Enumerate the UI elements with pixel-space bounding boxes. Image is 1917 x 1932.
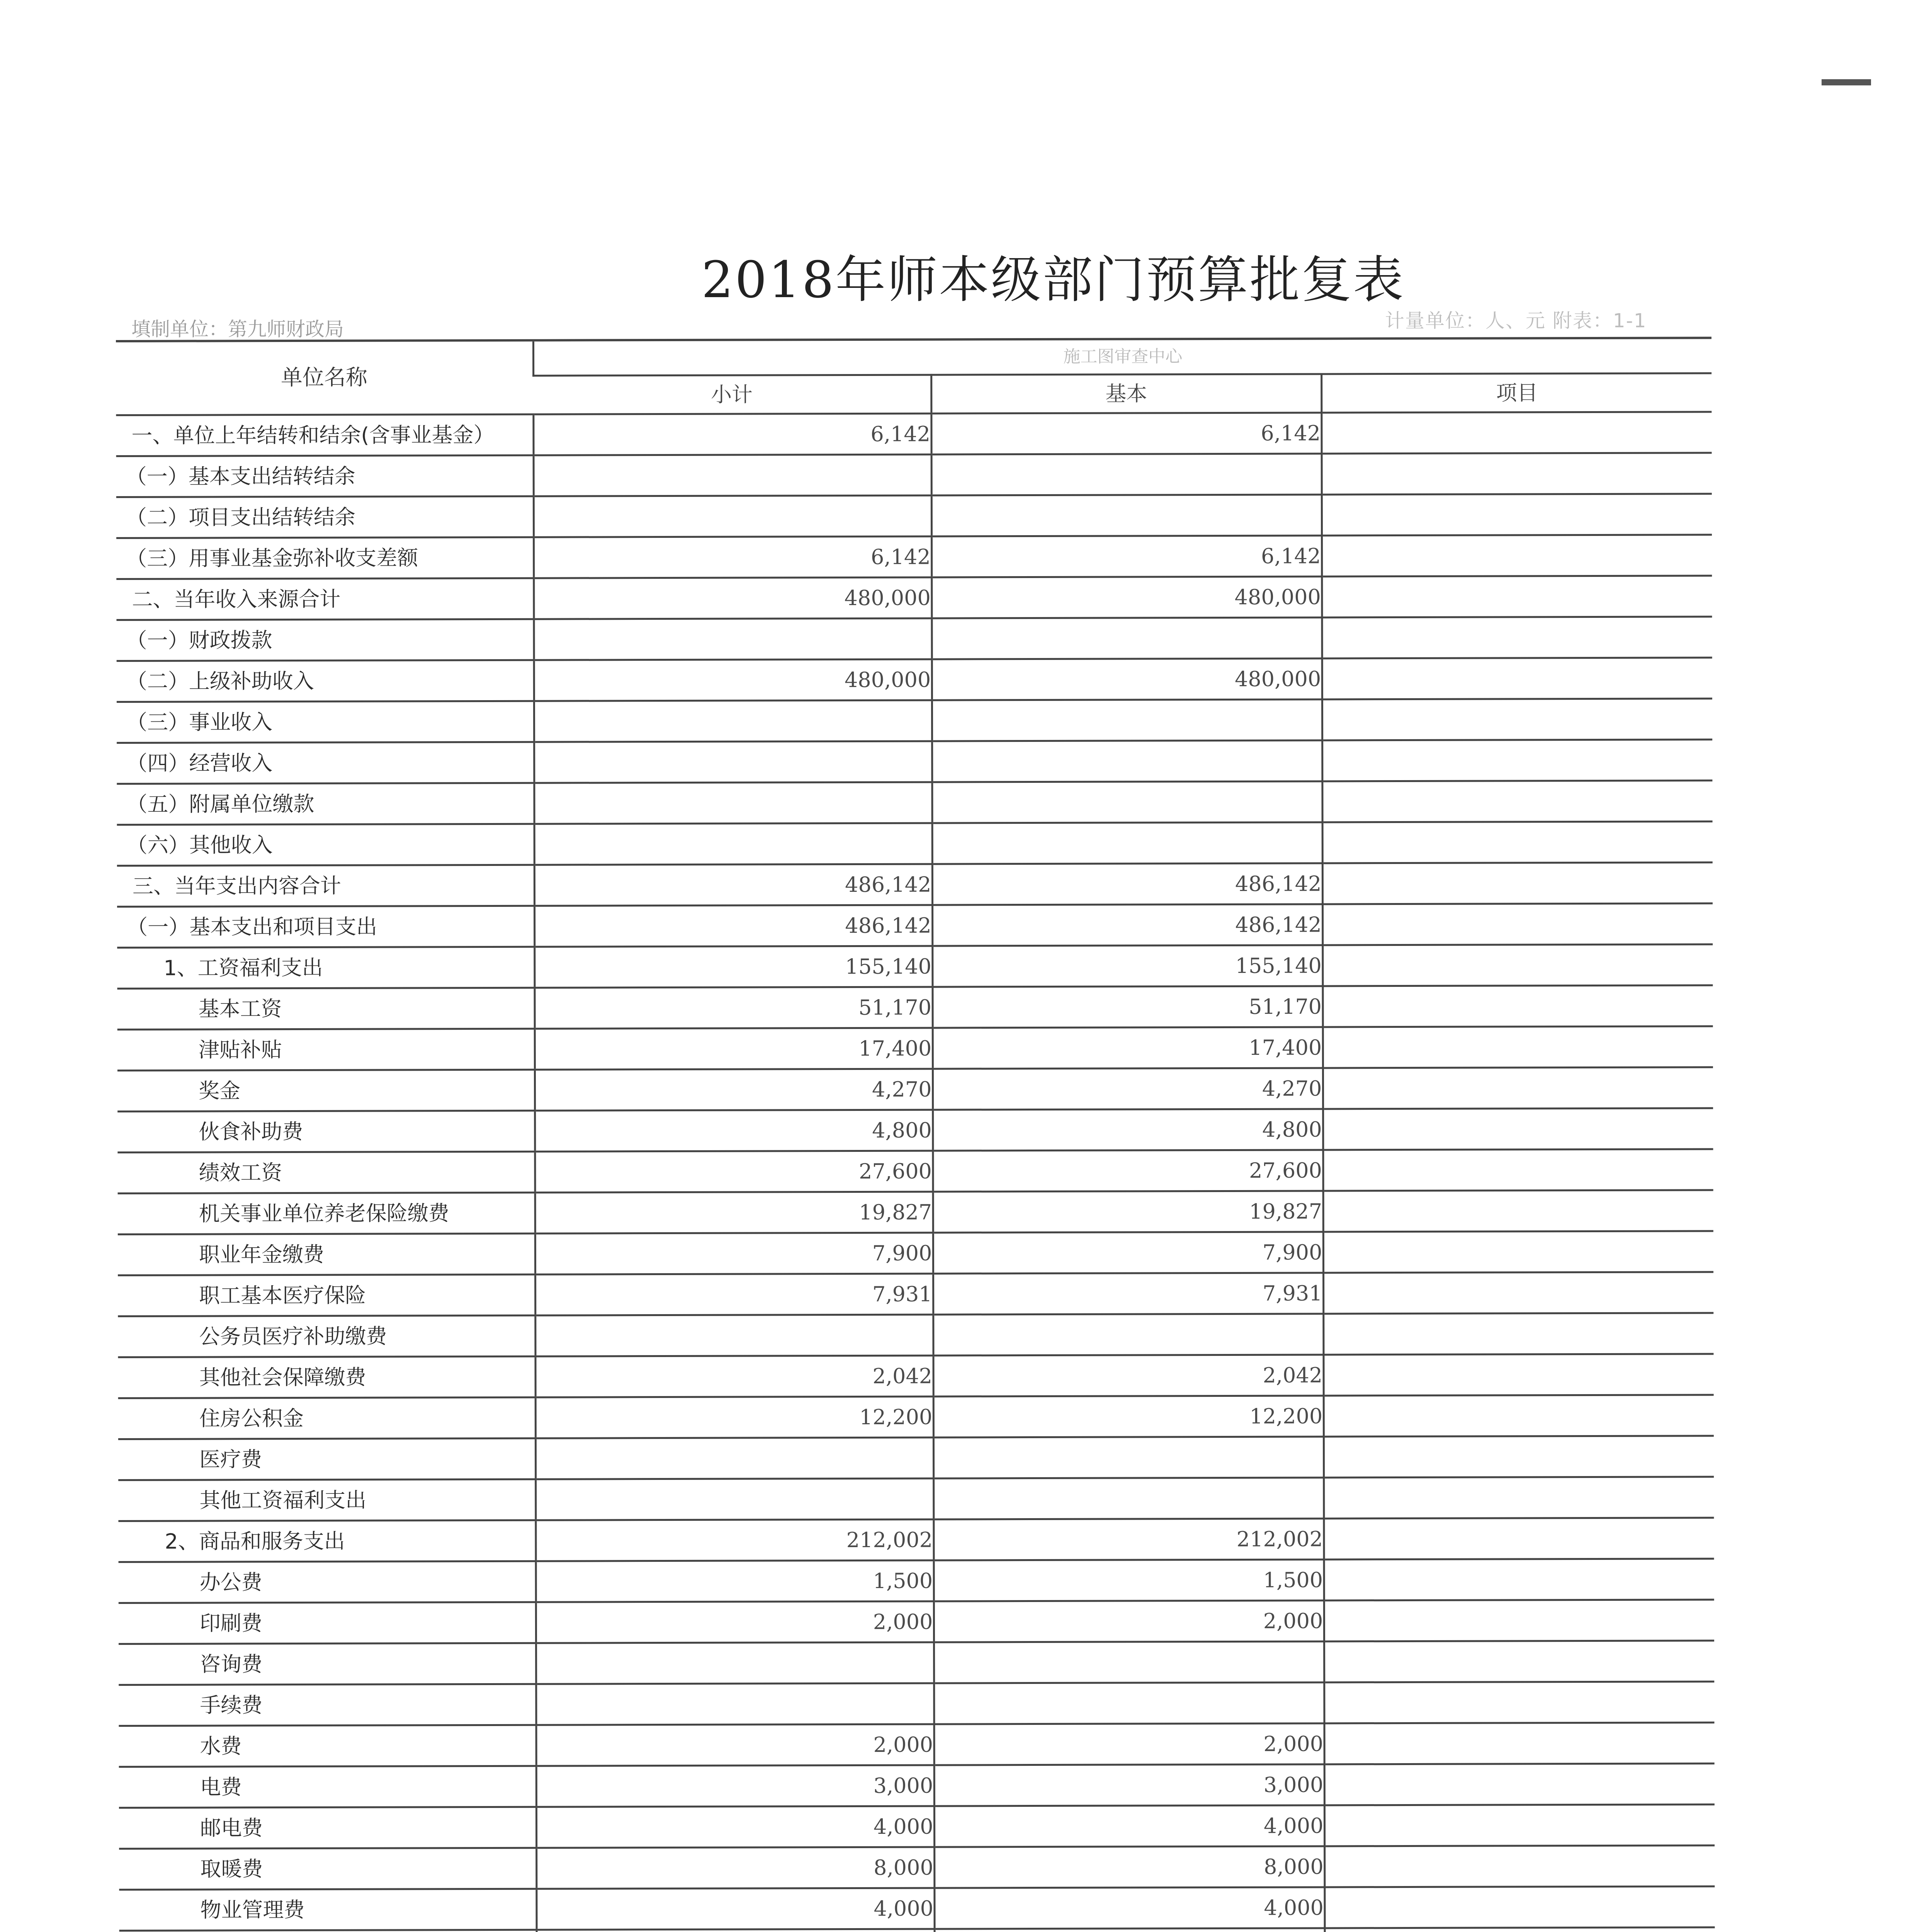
basic-cell: 2,042 — [933, 1355, 1324, 1396]
project-cell — [1323, 1231, 1713, 1273]
project-cell — [1323, 1313, 1713, 1355]
row-name-cell: （一）基本支出和项目支出 — [117, 906, 534, 947]
subtotal-cell — [534, 495, 931, 537]
project-cell — [1322, 535, 1712, 577]
basic-cell: 212,002 — [933, 1519, 1324, 1560]
column-header-project: 项目 — [1321, 373, 1711, 413]
row-name-cell: 物业管理费 — [119, 1889, 536, 1930]
table-row — [119, 1641, 1714, 1685]
basic-cell: 2,000 — [934, 1600, 1324, 1642]
row-name-cell: 基本工资 — [117, 988, 535, 1029]
table-row — [117, 1026, 1713, 1071]
project-cell — [1324, 1559, 1714, 1600]
table-row — [119, 1764, 1715, 1808]
project-cell — [1321, 412, 1711, 454]
row-name-cell: 三、当年支出内容合计 — [117, 865, 534, 906]
project-cell — [1324, 1723, 1715, 1764]
measure-unit-label: 计量单位：人、元 附表：1-1 — [1385, 310, 1647, 332]
project-cell — [1324, 1477, 1714, 1519]
project-cell — [1322, 821, 1713, 863]
project-cell — [1322, 453, 1712, 495]
basic-cell — [932, 617, 1322, 659]
subtotal-cell: 4,000 — [536, 1806, 934, 1848]
table-row — [119, 1682, 1714, 1726]
basic-cell — [935, 1928, 1325, 1932]
project-cell — [1324, 1436, 1714, 1478]
project-cell — [1324, 1764, 1715, 1805]
table-row — [119, 1886, 1715, 1931]
project-cell — [1325, 1927, 1715, 1932]
project-cell — [1324, 1600, 1714, 1641]
row-name-cell: （六）其他收入 — [117, 824, 534, 866]
subtotal-cell: 4,000 — [536, 1888, 934, 1930]
basic-cell: 2,000 — [934, 1723, 1324, 1765]
table-row — [119, 1559, 1714, 1603]
subtotal-cell: 17,400 — [535, 1028, 933, 1070]
project-cell — [1322, 944, 1713, 986]
subtotal-cell: 486,142 — [534, 905, 932, 947]
subtotal-cell: 155,140 — [534, 946, 932, 988]
project-cell — [1324, 1354, 1714, 1396]
subtotal-cell — [534, 823, 932, 865]
basic-cell: 6,142 — [931, 413, 1321, 454]
basic-cell — [933, 1478, 1324, 1519]
basic-cell — [933, 1437, 1324, 1478]
basic-cell: 4,000 — [934, 1887, 1324, 1929]
subtotal-cell: 2,000 — [536, 1724, 934, 1766]
row-name-cell: 职业年金缴费 — [118, 1233, 535, 1275]
subtotal-cell: 480,000 — [534, 659, 932, 701]
subtotal-cell: 2,042 — [535, 1355, 933, 1397]
subtotal-cell — [535, 1478, 933, 1520]
basic-cell: 486,142 — [932, 904, 1322, 946]
project-cell — [1323, 1067, 1713, 1109]
row-name-cell: （三）用事业基金弥补收支差额 — [116, 537, 534, 579]
row-name-cell: 津贴补贴 — [117, 1029, 535, 1070]
row-name-cell: 一、单位上年结转和结余(含事业基金） — [116, 414, 533, 456]
project-cell — [1322, 658, 1712, 699]
table-row — [119, 1600, 1714, 1644]
basic-cell: 27,600 — [933, 1150, 1323, 1192]
basic-cell: 480,000 — [931, 577, 1322, 618]
row-name-cell: 电费 — [119, 1766, 536, 1808]
table-row — [118, 1518, 1714, 1562]
fill-unit-label: 填制单位：第九师财政局 — [131, 318, 344, 340]
table-row — [117, 821, 1713, 866]
subtotal-cell: 3,000 — [536, 1765, 934, 1807]
project-cell — [1324, 1518, 1714, 1560]
subtotal-cell: 1,500 — [536, 1560, 934, 1602]
subtotal-cell — [537, 1929, 935, 1932]
table-row — [117, 1108, 1713, 1153]
project-cell — [1323, 1190, 1713, 1232]
subtotal-cell: 212,002 — [535, 1519, 933, 1561]
row-name-cell: 咨询费 — [119, 1643, 536, 1685]
row-name-cell: 邮电费 — [119, 1807, 536, 1849]
subtotal-cell: 7,931 — [535, 1274, 933, 1315]
subtotal-cell: 2,000 — [536, 1601, 934, 1643]
table-row — [117, 903, 1713, 948]
project-cell — [1322, 494, 1712, 536]
table-row — [117, 985, 1713, 1030]
subtotal-cell — [534, 782, 932, 824]
subtotal-cell: 12,200 — [535, 1396, 933, 1438]
project-cell — [1323, 1108, 1713, 1150]
row-name-cell: （一）基本支出结转结余 — [116, 455, 534, 497]
subtotal-cell: 7,900 — [535, 1233, 933, 1274]
row-name-cell: 取暖费 — [119, 1848, 536, 1889]
table-row — [118, 1272, 1713, 1316]
project-cell — [1324, 1886, 1715, 1928]
table-row — [118, 1354, 1714, 1398]
row-name-cell: 2、商品和服务支出 — [118, 1520, 535, 1562]
table-row — [118, 1313, 1713, 1357]
subtotal-cell: 6,142 — [534, 536, 931, 578]
row-name-cell: 1、工资福利支出 — [117, 947, 534, 988]
table-row — [119, 1845, 1715, 1890]
table-row — [117, 1067, 1713, 1112]
project-cell — [1322, 862, 1713, 904]
basic-cell — [932, 822, 1322, 864]
row-name-cell: （四）经营收入 — [117, 742, 534, 784]
budget-table-body — [116, 412, 1716, 1932]
basic-cell: 4,800 — [933, 1109, 1323, 1151]
row-name-cell: 二、当年收入来源合计 — [116, 578, 534, 620]
basic-cell: 1,500 — [934, 1560, 1324, 1601]
page-marker — [1822, 79, 1871, 85]
basic-cell: 480,000 — [932, 658, 1322, 700]
row-name-cell: 水费 — [119, 1725, 536, 1767]
unit-name-header: 单位名称 — [116, 340, 533, 415]
row-name-cell: 医疗费 — [118, 1438, 535, 1480]
basic-cell — [932, 740, 1322, 782]
row-name-cell: （二）项目支出结转结余 — [116, 496, 534, 538]
project-cell — [1322, 740, 1712, 781]
row-name-cell: 伙食补助费 — [117, 1111, 535, 1152]
basic-cell: 486,142 — [932, 863, 1322, 905]
table-row — [117, 944, 1713, 989]
subtotal-cell: 486,142 — [534, 864, 932, 906]
basic-cell: 155,140 — [932, 945, 1322, 987]
table-row — [119, 1723, 1715, 1767]
subtotal-cell — [534, 454, 931, 496]
subtotal-cell — [536, 1642, 934, 1684]
subtotal-cell — [536, 1683, 934, 1725]
table-row — [118, 1436, 1714, 1480]
table-row — [118, 1190, 1713, 1235]
budget-table — [116, 337, 1716, 1932]
project-cell — [1324, 1845, 1715, 1887]
row-name-cell: 公务员医疗补助缴费 — [118, 1315, 535, 1357]
unit-header: 施工图审查中心 — [533, 338, 1711, 376]
subtotal-cell — [535, 1437, 933, 1479]
subtotal-cell: 27,600 — [535, 1151, 933, 1192]
table-row — [118, 1395, 1714, 1439]
basic-cell: 7,931 — [933, 1273, 1323, 1315]
subtotal-cell: 6,142 — [533, 413, 931, 455]
project-cell — [1322, 576, 1712, 617]
project-cell — [1323, 1026, 1713, 1068]
basic-cell — [933, 1314, 1323, 1355]
project-cell — [1322, 617, 1712, 658]
basic-cell — [932, 699, 1322, 741]
table-row — [119, 1804, 1715, 1849]
row-name-cell: （五）附属单位缴款 — [117, 783, 534, 825]
basic-cell: 7,900 — [933, 1232, 1323, 1274]
subtotal-cell — [535, 1315, 933, 1356]
basic-cell: 6,142 — [931, 536, 1322, 577]
project-cell — [1324, 1682, 1714, 1723]
basic-cell: 4,270 — [933, 1068, 1323, 1110]
row-name-cell: 其他社会保障缴费 — [118, 1356, 535, 1398]
table-row — [116, 535, 1712, 579]
subtotal-cell — [534, 741, 932, 783]
table-row — [117, 740, 1712, 784]
column-header-basic: 基本 — [931, 374, 1321, 413]
row-name-cell: 其他工资福利支出 — [118, 1479, 535, 1521]
row-name-cell: 绩效工资 — [117, 1151, 535, 1193]
row-name-cell: （三）事业收入 — [117, 701, 534, 743]
basic-cell: 19,827 — [933, 1191, 1323, 1233]
table-row — [116, 453, 1712, 497]
row-name-cell: （二）上级补助收入 — [117, 660, 534, 702]
basic-cell — [934, 1682, 1324, 1724]
subtotal-cell: 8,000 — [536, 1847, 934, 1889]
basic-cell: 4,000 — [934, 1805, 1324, 1847]
table-row — [116, 412, 1711, 456]
row-name-cell: 手续费 — [119, 1684, 536, 1726]
row-name-cell: 职工基本医疗保险 — [118, 1274, 535, 1316]
table-row — [117, 1149, 1713, 1194]
document-title: 2018年师本级部门预算批复表 — [701, 250, 1405, 309]
subtotal-cell — [534, 700, 932, 742]
subtotal-cell: 51,170 — [535, 987, 933, 1029]
project-cell — [1324, 1804, 1715, 1846]
project-cell — [1322, 781, 1712, 822]
subtotal-cell — [534, 618, 932, 660]
subtotal-cell: 19,827 — [535, 1192, 933, 1233]
row-name-cell: 办公费 — [119, 1561, 536, 1603]
basic-cell — [931, 495, 1322, 536]
project-cell — [1323, 1149, 1713, 1191]
column-header-subtotal: 小计 — [533, 375, 931, 414]
basic-cell — [934, 1641, 1324, 1683]
basic-cell — [931, 454, 1322, 495]
row-name-cell: 机关事业单位养老保险缴费 — [118, 1192, 535, 1234]
project-cell — [1324, 1641, 1714, 1682]
basic-cell — [932, 781, 1322, 823]
basic-cell: 17,400 — [933, 1027, 1323, 1069]
project-cell — [1322, 699, 1712, 740]
table-row — [118, 1231, 1713, 1276]
basic-cell: 12,200 — [933, 1396, 1324, 1437]
basic-cell: 3,000 — [934, 1764, 1324, 1806]
row-name-cell: 住房公积金 — [118, 1397, 535, 1439]
basic-cell: 51,170 — [933, 986, 1323, 1028]
project-cell — [1324, 1395, 1714, 1437]
table-row — [117, 658, 1712, 702]
table-row — [118, 1477, 1714, 1521]
table-row — [117, 617, 1712, 661]
table-row — [116, 494, 1712, 538]
row-name-cell: （一）财政拨款 — [117, 619, 534, 661]
table-row — [117, 781, 1712, 825]
row-name-cell: 奖金 — [117, 1070, 535, 1111]
table-row — [117, 862, 1713, 907]
project-cell — [1323, 1272, 1713, 1314]
project-cell — [1323, 985, 1713, 1027]
basic-cell: 8,000 — [934, 1846, 1324, 1888]
subtotal-cell: 480,000 — [534, 577, 931, 619]
table-row — [117, 699, 1712, 743]
table-row — [116, 576, 1712, 620]
subtotal-cell: 4,270 — [535, 1069, 933, 1111]
project-cell — [1322, 903, 1713, 945]
subtotal-cell: 4,800 — [535, 1110, 933, 1151]
row-name-cell: 印刷费 — [119, 1602, 536, 1644]
